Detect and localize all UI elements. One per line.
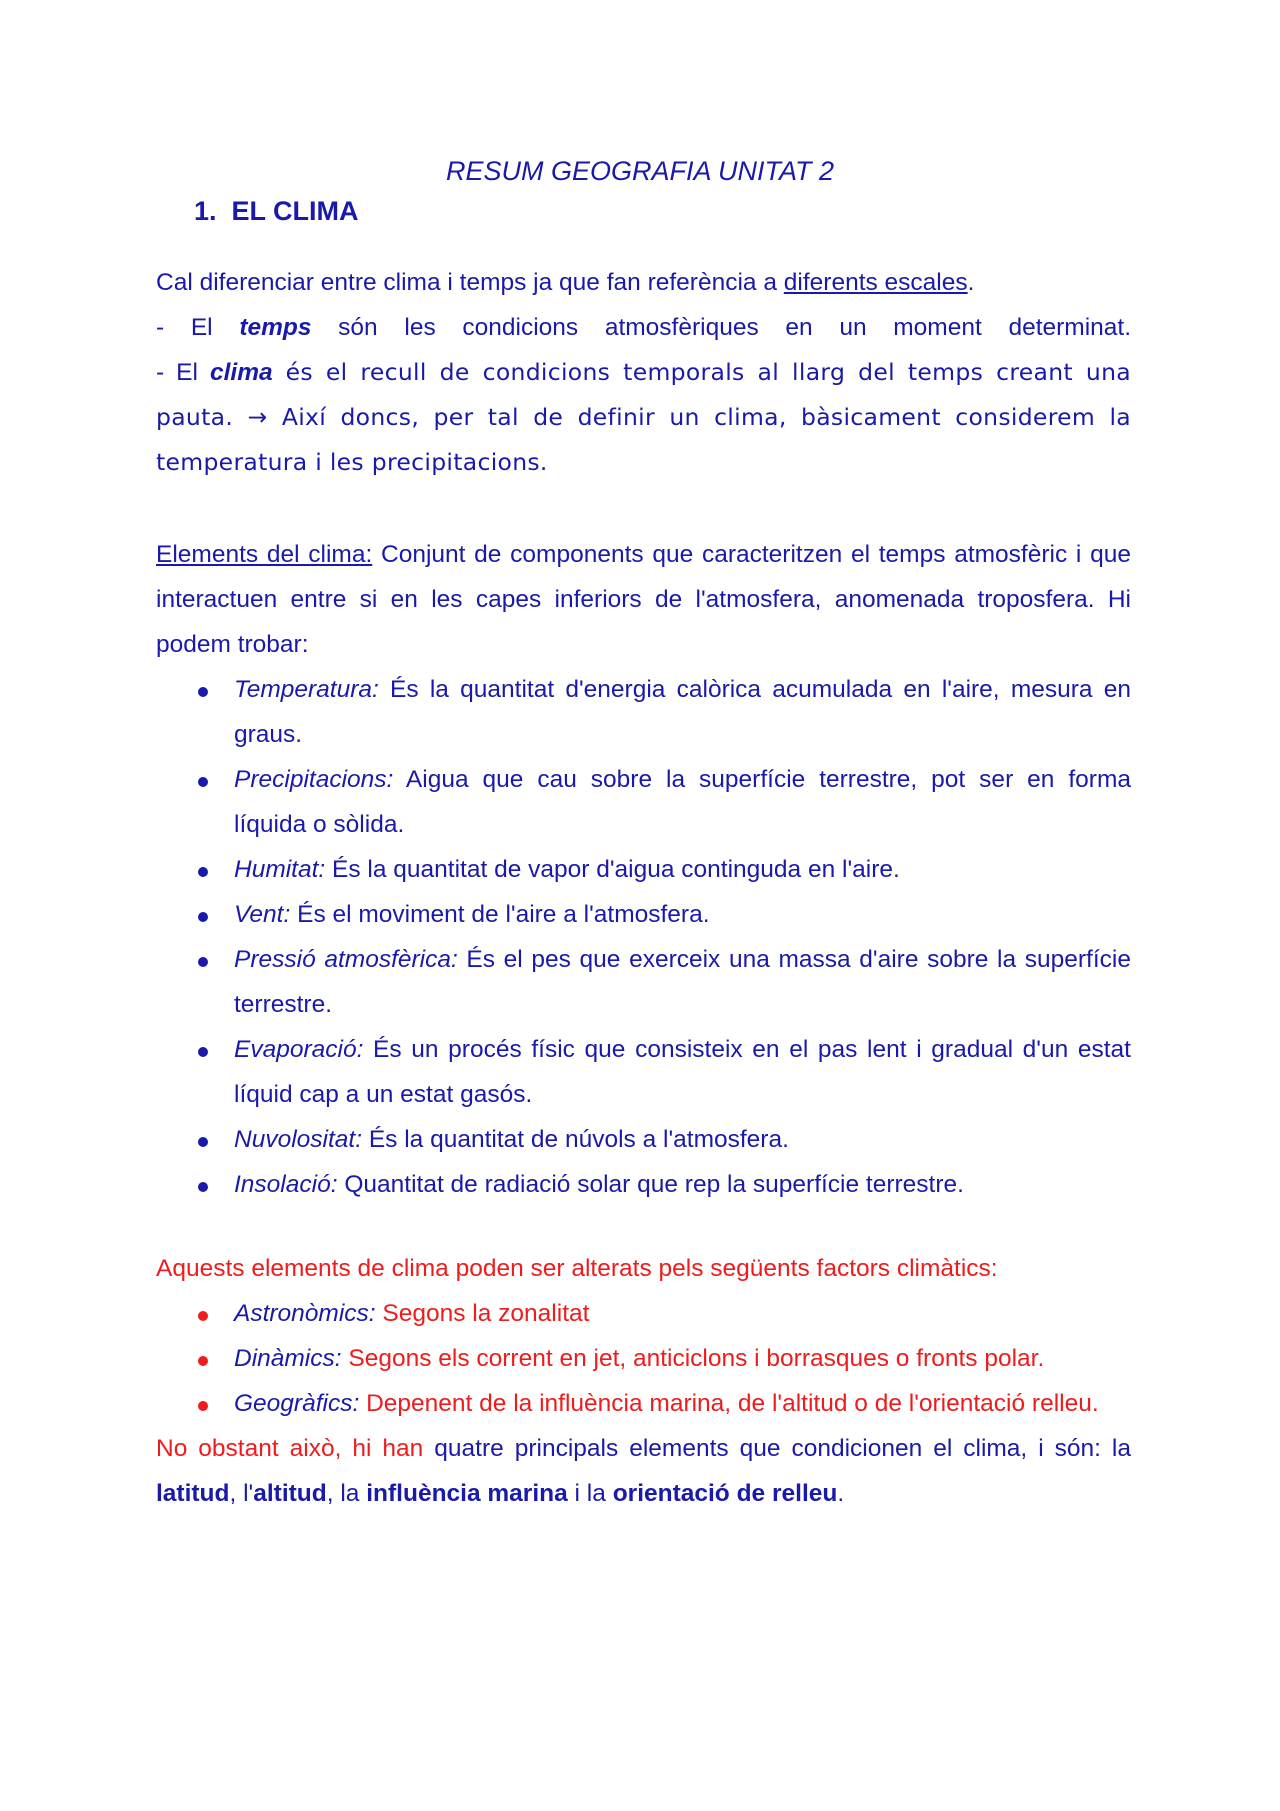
list-item: Humitat: És la quantitat de vapor d'aigua continguda en l'aire. xyxy=(156,847,1131,892)
section-number: 1. xyxy=(194,196,217,226)
intro-line-1: Cal diferenciar entre clima i temps ja que fan referència a diferents escales. xyxy=(156,269,975,296)
diferents-escales-link: diferents escales xyxy=(783,269,968,296)
list-item: Vent: És el moviment de l'aire a l'atmosfera. xyxy=(156,892,1131,937)
elements-block xyxy=(156,532,1131,1207)
bullet-icon xyxy=(198,687,208,697)
bullet-icon xyxy=(198,1137,208,1147)
bullet-icon xyxy=(198,1401,208,1411)
intro-block xyxy=(156,260,1131,485)
bullet-icon xyxy=(198,1311,208,1321)
section-heading xyxy=(194,196,359,227)
bullet-icon xyxy=(198,912,208,922)
list-item: Pressió atmosfèrica: És el pes que exerceix una massa d'aire sobre la superfície terrestre. xyxy=(156,937,1131,1027)
latitud-term: latitud xyxy=(156,1480,230,1507)
list-item: Precipitacions: Aigua que cau sobre la superfície terrestre, pot ser en forma líquida o sòlida. xyxy=(156,757,1131,847)
temps-term: temps xyxy=(239,314,312,341)
elements-list xyxy=(156,667,1131,1207)
bullet-icon xyxy=(198,1047,208,1057)
intro-line-2: - El temps són les condicions atmosfèriques en un moment determinat. xyxy=(156,314,1132,341)
conclusion-paragraph: No obstant això, hi han quatre principals elements que condicionen el clima, i són: la latitud, l'altitud, la influència marina i la orientació de relleu. xyxy=(156,1435,1131,1507)
bullet-icon xyxy=(198,1182,208,1192)
clima-term: clima xyxy=(209,359,273,386)
document-title: RESUM GEOGRAFIA UNITAT 2 xyxy=(445,156,835,186)
factors-list xyxy=(156,1291,1131,1426)
orientacio-relleu-term: orientació de relleu xyxy=(612,1480,838,1507)
bullet-icon xyxy=(198,777,208,787)
bullet-icon xyxy=(198,957,208,967)
influencia-marina-term: influència marina xyxy=(366,1480,568,1507)
bullet-icon xyxy=(198,867,208,877)
list-item: Geogràfics: Depenent de la influència marina, de l'altitud o de l'orientació relleu. xyxy=(156,1381,1131,1426)
list-item: Temperatura: És la quantitat d'energia calòrica acumulada en l'aire, mesura en graus. xyxy=(156,667,1131,757)
factors-block xyxy=(156,1246,1131,1516)
elements-paragraph: Elements del clima: Conjunt de components que caracteritzen el temps atmosfèric i que interactuen entre si en les capes inferiors de l'atmosfera, anomenada troposfera. Hi podem trobar: xyxy=(156,541,1131,658)
list-item: Dinàmics: Segons els corrent en jet, anticiclons i borrasques o fronts polar. xyxy=(156,1336,1131,1381)
list-item: Insolació: Quantitat de radiació solar que rep la superfície terrestre. xyxy=(156,1162,1131,1207)
list-item: Evaporació: És un procés físic que consisteix en el pas lent i gradual d'un estat líquid cap a un estat gasós. xyxy=(156,1027,1131,1117)
list-item: Nuvolositat: És la quantitat de núvols a l'atmosfera. xyxy=(156,1117,1131,1162)
section-title: EL CLIMA xyxy=(231,196,359,226)
altitud-term: altitud xyxy=(253,1480,327,1507)
list-item: Astronòmics: Segons la zonalitat xyxy=(156,1291,1131,1336)
intro-line-3: - El clima és el recull de condicions temporals al llarg del temps creant una pauta. → Així doncs, per tal de definir un clima, bàsicament considerem la temperatura i les precipitacions. xyxy=(156,358,1132,476)
bullet-icon xyxy=(198,1356,208,1366)
elements-label: Elements del clima: xyxy=(156,541,373,568)
factors-intro: Aquests elements de clima poden ser alterats pels següents factors climàtics: xyxy=(156,1255,998,1282)
